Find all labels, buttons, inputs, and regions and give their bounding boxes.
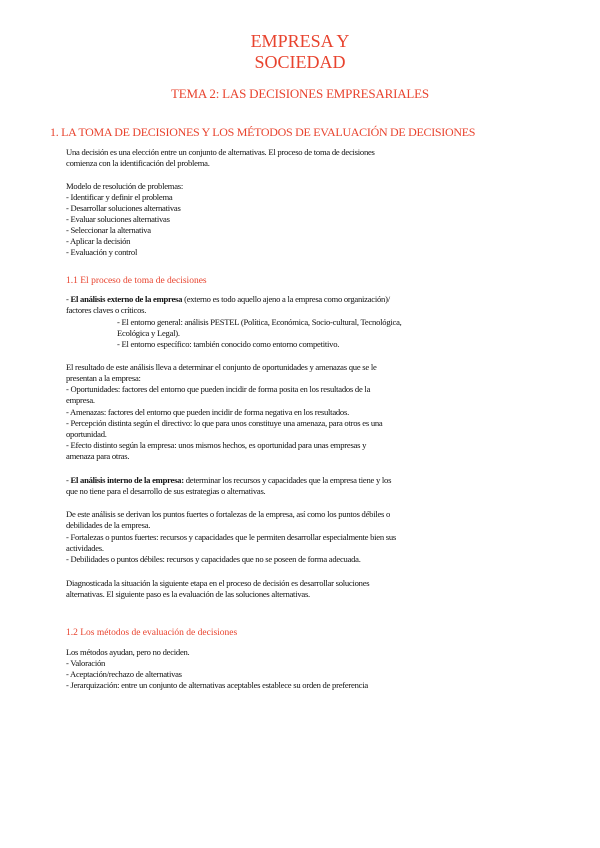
result-line: - Efecto distinto según la empresa: unos mismos hechos, es oportunidad para unas empresas y [66,440,367,450]
methods-line: - Valoración [66,658,106,668]
external-analysis-text: (externo es todo aquello ajeno a la empresa como organización)/ [182,294,390,304]
model-step: - Evaluar soluciones alternativas [66,214,170,224]
diagnosis-line: Diagnosticada la situación la siguiente etapa en el proceso de decisión es desarrollar soluciones [66,578,370,588]
internal-analysis-line [66,475,391,486]
diagnosis-line: alternativas. El siguiente paso es la evaluación de las soluciones alternativas. [66,589,310,599]
result-line: amenaza para otras. [66,451,130,461]
external-sub-item: Ecológica y Legal). [117,328,180,338]
external-analysis-line2: factores claves o críticos. [66,305,147,315]
result-line: El resultado de este análisis lleva a determinar el conjunto de oportunidades y amenazas que se le [66,362,377,372]
model-step: - Evaluación y control [66,247,138,257]
internal-block-line: De este análisis se derivan los puntos fuertes o fortalezas de la empresa, así como los puntos débiles o [66,509,391,519]
internal-block-line: actividades. [66,543,104,553]
bullet-dash: - [66,294,71,304]
result-line: oportunidad. [66,429,107,439]
methods-line: - Aceptación/rechazo de alternativas [66,669,182,679]
result-line: presentan a la empresa: [66,373,141,383]
result-line: - Oportunidades: factores del entorno que pueden incidir de forma posita en los resultados de la [66,384,371,394]
methods-line: - Jerarquización: entre un conjunto de alternativas aceptables establece su orden de preferencia [66,680,368,690]
external-sub-item: - El entorno general: análisis PESTEL (Política, Económica, Socio-cultural, Tecnológica, [117,317,402,327]
section-1-heading: 1. LA TOMA DE DECISIONES Y LOS MÉTODOS DE EVALUACIÓN DE DECISIONES [50,125,476,139]
model-step: - Desarrollar soluciones alternativas [66,203,181,213]
model-step: - Aplicar la decisión [66,236,131,246]
result-line: - Percepción distinta según el directivo: lo que para unos constituye una amenaza, para otros es una [66,418,383,428]
internal-analysis-line2: que no tiene para el desarrollo de sus estrategias o alternativas. [66,486,266,496]
external-sub-item: - El entorno específico: también conocido como entorno competitivo. [117,339,340,349]
section-1-2-heading: 1.2 Los métodos de evaluación de decisiones [66,628,238,638]
intro-line: comienza con la identificación del problema. [66,158,210,168]
model-step: - Seleccionar la alternativa [66,225,151,235]
model-step: - Identificar y definir el problema [66,192,173,202]
result-line: empresa. [66,395,95,405]
internal-analysis-label: El análisis interno de la empresa: [70,475,184,485]
bullet-dash: - [66,475,71,485]
result-line: - Amenazas: factores del entorno que pueden incidir de forma negativa en los resultados. [66,407,349,417]
methods-line: Los métodos ayudan, pero no deciden. [66,647,190,657]
internal-block-line: debilidades de la empresa. [66,520,151,530]
external-analysis-line [66,294,390,305]
document-title-line1: EMPRESA Y [250,31,350,51]
internal-analysis-text: determinar los recursos y capacidades que la empresa tiene y los [183,475,392,485]
section-1-1-heading: 1.1 El proceso de toma de decisiones [66,276,207,286]
document-title-line2: SOCIEDAD [254,52,346,72]
model-title: Modelo de resolución de problemas: [66,181,184,191]
external-analysis-label: El análisis externo de la empresa [70,294,183,304]
topic-subtitle: TEMA 2: LAS DECISIONES EMPRESARIALES [171,86,429,101]
internal-block-line: - Debilidades o puntos débiles: recursos y capacidades que no se poseen de forma adecuada. [66,554,361,564]
intro-line: Una decisión es una elección entre un conjunto de alternativas. El proceso de toma de decisiones [66,147,375,157]
internal-block-line: - Fortalezas o puntos fuertes: recursos y capacidades que le permiten desarrollar especialmente bien sus [66,532,397,542]
